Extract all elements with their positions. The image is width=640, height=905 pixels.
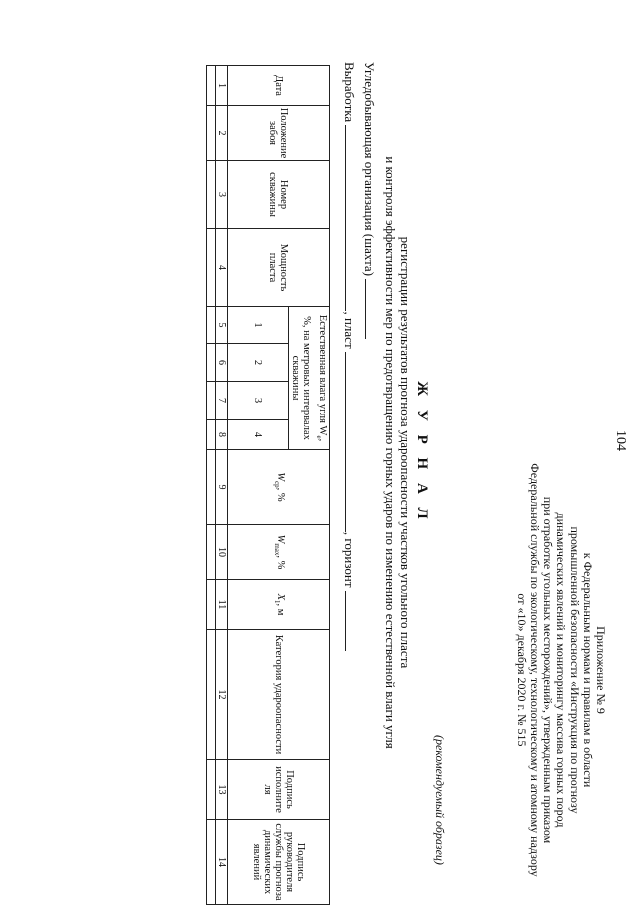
header-seam-thickness: Мощность пласта (228, 229, 330, 307)
column-number: 2 (216, 106, 228, 161)
table-cell[interactable] (207, 66, 216, 106)
journal-subtitle-line1: регистрации результатов прогноза удароопасности участков угольного пласта (398, 236, 413, 669)
header-natural-moisture (289, 307, 330, 450)
horizon-label: , горизонт (342, 531, 357, 588)
column-number: 8 (216, 420, 228, 450)
journal-title: Ж У Р Н А Л (414, 381, 430, 524)
header-natural-moisture-text: Естественная влага угля W (316, 314, 328, 436)
table-cell[interactable] (207, 760, 216, 820)
seam-field[interactable] (345, 352, 347, 532)
column-number: 14 (216, 820, 228, 905)
header-x1-symbol: X (275, 593, 287, 600)
header-natural-moisture-tail: , %, на метровых интервалах скважины (290, 316, 328, 442)
column-number: 10 (216, 525, 228, 580)
appendix-line: к Федеральным нормам и правилам в области (580, 552, 595, 788)
organization-field-row (361, 62, 377, 339)
table-cell[interactable] (207, 307, 216, 344)
table-cell[interactable] (207, 382, 216, 420)
table-cell[interactable] (207, 450, 216, 525)
column-number: 3 (216, 161, 228, 229)
header-w-avg (228, 450, 330, 525)
column-number-row (216, 66, 228, 905)
sample-note: (рекомендуемый образец) (433, 735, 447, 865)
organization-field[interactable] (365, 279, 367, 339)
table-cell[interactable] (207, 106, 216, 161)
page-number: 104 (613, 430, 628, 451)
seam-label: , пласт (342, 311, 357, 349)
table-cell[interactable] (207, 229, 216, 307)
table-cell[interactable] (207, 580, 216, 630)
table-cell[interactable] (207, 630, 216, 760)
horizon-field[interactable] (345, 591, 347, 651)
header-interval-4: 4 (228, 420, 289, 450)
header-hazard-category: Категория удароопасности (228, 630, 330, 760)
appendix-line: от «10» декабря 2020 г. № 515 (514, 593, 529, 747)
journal-table (206, 65, 330, 905)
header-w-max-symbol: W (275, 534, 287, 544)
column-number: 6 (216, 344, 228, 382)
table-cell[interactable] (207, 420, 216, 450)
appendix-line: Приложение № 9 (594, 626, 608, 714)
workings-label: Выработка (342, 62, 357, 123)
appendix-line: динамических явлений и мониторингу массива горных пород (554, 512, 569, 828)
header-executor-signature: Подпись исполните ля (228, 760, 330, 820)
workings-field-row (341, 62, 357, 651)
appendix-line: промышленной безопасности «Инструкция по прогнозу (567, 526, 582, 814)
column-number: 1 (216, 66, 228, 106)
appendix-line: при отработке угольных месторождений», утвержденным приказом (541, 496, 556, 844)
appendix-line: Федеральной службы по экологическому, технологическому и атомному надзору (527, 463, 542, 877)
column-number: 5 (216, 307, 228, 344)
table-cell[interactable] (207, 344, 216, 382)
header-w-max-sub: max (272, 543, 281, 556)
header-interval-1: 1 (228, 307, 289, 344)
appendix-header (515, 440, 607, 900)
column-number: 9 (216, 450, 228, 525)
header-w-avg-unit: , % (275, 487, 287, 502)
journal-subtitle-line2: и контроля эффективности мер по предотвращению горных ударов по изменению естественной влаги угля (383, 156, 398, 749)
column-number: 4 (216, 229, 228, 307)
header-w-avg-symbol: W (275, 472, 287, 482)
column-number: 11 (216, 580, 228, 630)
header-x1 (228, 580, 330, 630)
header-w-avg-sub: ср (272, 481, 281, 488)
header-interval-3: 3 (228, 382, 289, 420)
table-cell[interactable] (207, 161, 216, 229)
table-cell[interactable] (207, 820, 216, 905)
table-cell[interactable] (207, 525, 216, 580)
header-x1-sub: 1 (272, 600, 281, 604)
column-number: 12 (216, 630, 228, 760)
header-interval-2: 2 (228, 344, 289, 382)
workings-field[interactable] (345, 125, 347, 311)
column-number: 7 (216, 382, 228, 420)
header-w-max (228, 525, 330, 580)
table-row-empty (207, 66, 216, 905)
header-natural-moisture-sub: е (314, 435, 323, 439)
header-face-position: Положение забоя (228, 106, 330, 161)
header-w-max-unit: , % (275, 555, 287, 570)
table-header-row (289, 66, 330, 905)
organization-label: Угледобывающая организация (шахта) (362, 62, 377, 277)
column-number: 13 (216, 760, 228, 820)
header-x1-unit: , м (275, 603, 287, 616)
header-borehole-number: Номер скважины (228, 161, 330, 229)
header-date: Дата (228, 66, 330, 106)
header-head-signature: Подпись руководителя службы прогноза динамических явлений (228, 820, 330, 905)
